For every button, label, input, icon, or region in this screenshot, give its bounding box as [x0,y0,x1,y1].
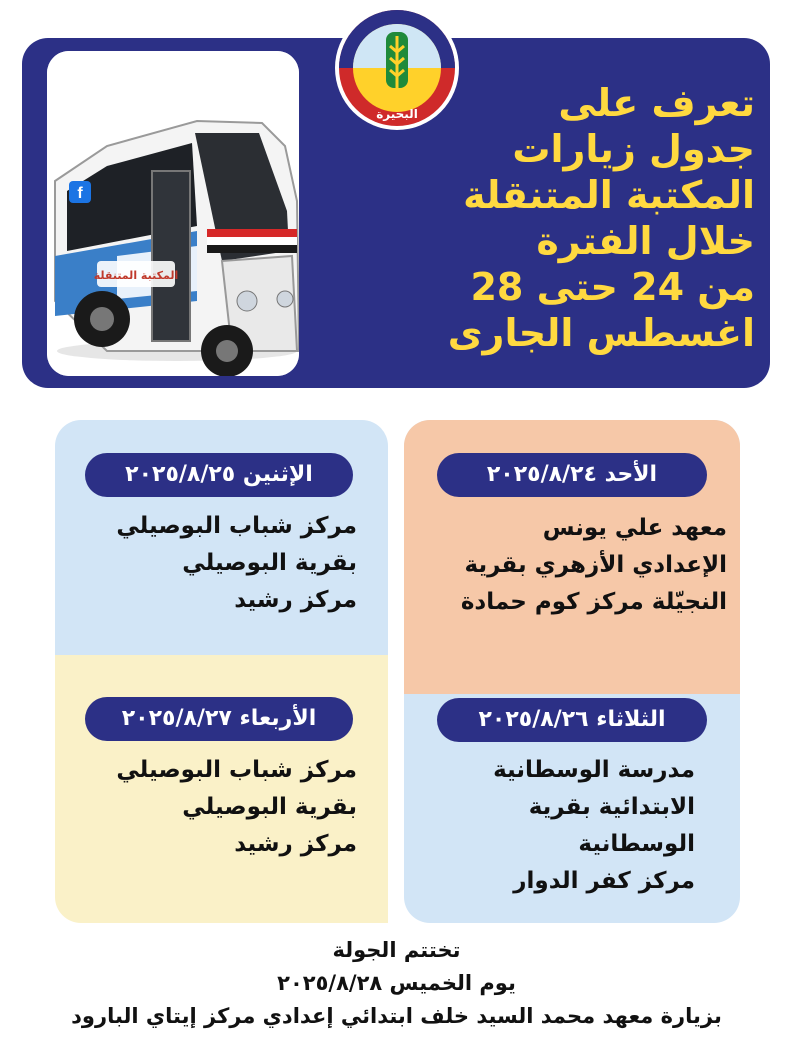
place-line: معهد علي يونس [542,515,727,541]
headline-line: من 24 حتى 28 [470,265,755,309]
place-line: الابتدائية بقرية [528,794,695,820]
headline-line: تعرف على [558,81,755,125]
place-line: مركز شباب البوصيلي [116,757,357,783]
footer-line: يوم الخميس ٢٠٢٥/٨/٢٨ [277,971,516,995]
place-line: النجيّلة مركز كوم حمادة [460,589,727,615]
headline [395,80,755,356]
svg-text:f: f [77,185,83,202]
headline-line: المكتبة المتنقلة [463,173,755,217]
date-wednesday: الأربعاء ٢٠٢٥/٨/٢٧ [85,697,353,741]
place-line: الوسطانية [578,831,695,857]
place-line: الإعدادي الأزهري بقرية [464,552,727,578]
bus-illustration [47,51,299,376]
bus-photo [47,51,299,376]
place-line: مركز رشيد [234,587,357,613]
headline-line: اغسطس الجارى [447,311,755,355]
place-line: مركز رشيد [234,831,357,857]
place-line: مركز كفر الدوار [513,868,695,894]
headline-line: خلال الفترة [536,219,755,263]
date-tuesday: الثلاثاء ٢٠٢٥/٨/٢٦ [437,698,707,742]
date-monday: الإثنين ٢٠٢٥/٨/٢٥ [85,453,353,497]
place-sunday [461,510,727,621]
date-sunday: الأحد ٢٠٢٥/٨/٢٤ [437,453,707,497]
place-line: مدرسة الوسطانية [493,757,695,783]
place-line: مركز شباب البوصيلي [116,513,357,539]
place-line: بقرية البوصيلي [182,794,357,820]
bus-sign-text: المكتبة المتنقلة [93,269,179,282]
place-line: بقرية البوصيلي [182,550,357,576]
logo-text: البحيرة [376,107,418,121]
footer [0,934,793,1033]
footer-line: بزيارة معهد محمد السيد خلف ابتدائي إعدادي مركز إيتاي البارود [71,1004,722,1028]
place-wednesday [116,752,357,863]
headline-line: جدول زيارات [512,127,755,171]
place-tuesday [493,752,695,900]
footer-line: تختتم الجولة [332,938,461,962]
place-monday [116,508,357,619]
